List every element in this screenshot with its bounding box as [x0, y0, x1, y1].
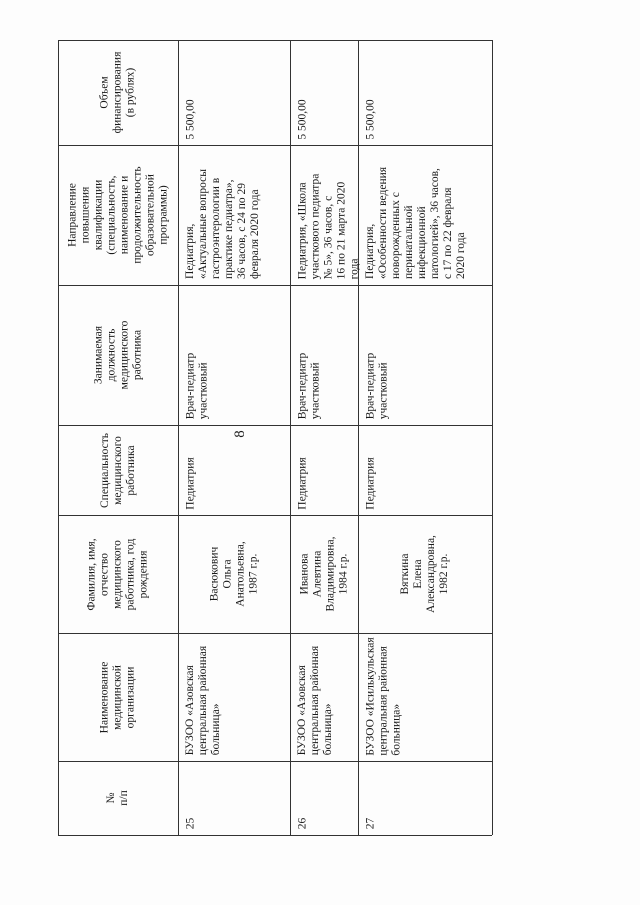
cell-line: № [104, 792, 117, 804]
cell-line: Педиатрия [364, 456, 377, 510]
cell-line: отчество [98, 552, 111, 596]
page-number: 8 [232, 430, 248, 438]
cell-line: Анатольевна, [234, 541, 247, 607]
position-cell [178, 285, 290, 425]
cell-line: (специальность, [105, 175, 118, 255]
cell-line: Занимаемая [91, 325, 104, 385]
cell-line: работника [124, 444, 137, 496]
cell-line: № 5», 36 часов, с [321, 195, 334, 279]
cell-line: с 17 по 22 февраля [442, 187, 455, 280]
cell-line: организации [124, 666, 137, 728]
cell-line: БУЗОО «Азовская [184, 665, 197, 756]
cell-line: практике педиатра», [222, 179, 235, 279]
cell-line: медицинского [111, 539, 124, 609]
cell-line: центральная районная [309, 645, 322, 756]
header-name [58, 515, 178, 633]
cell-line: Специальность [98, 432, 111, 508]
row-number-cell [290, 761, 358, 835]
table-rule-horizontal [58, 835, 492, 836]
cell-line: БУЗОО «Азовская [296, 665, 309, 756]
cell-line: года [347, 258, 360, 279]
cell-line: 5 500,00 [184, 98, 197, 140]
cell-line: Педиатрия, «Школа [295, 181, 308, 279]
header-training [58, 145, 178, 285]
cell-line: 27 [363, 817, 376, 829]
funding-cell [290, 40, 358, 145]
organization-cell [178, 633, 290, 761]
header-org [58, 633, 178, 761]
cell-line: Александровна, [424, 535, 437, 613]
specialty-cell [358, 425, 492, 515]
cell-line: наименование и [118, 175, 131, 255]
header-specialty [58, 425, 178, 515]
cell-line: 25 [183, 817, 196, 829]
cell-line: Фамилия, имя, [85, 537, 98, 611]
position-cell [290, 285, 358, 425]
cell-line: финансирования [111, 51, 124, 134]
cell-line: БУЗОО «Исилькульская [364, 636, 377, 756]
cell-line: Педиатрия [184, 456, 197, 510]
cell-line: Вяткина [398, 553, 411, 595]
cell-line: «Особенности ведения [377, 166, 390, 280]
cell-line: Объем [98, 76, 111, 109]
cell-line: «Актуальные вопросы [196, 169, 209, 279]
cell-line: 16 по 21 марта 2020 [334, 181, 347, 279]
cell-line: Педиатрия [296, 456, 309, 510]
cell-line: центральная районная [377, 645, 390, 756]
employee-name-cell [358, 515, 492, 633]
row-number-cell [358, 761, 492, 835]
cell-line: квалификации [92, 179, 105, 251]
header-funding [58, 40, 178, 145]
cell-line: Наименование [98, 661, 111, 733]
cell-line: должность [104, 328, 117, 382]
funding-cell [358, 40, 492, 145]
cell-line: гастроэнтерологии в [209, 177, 222, 279]
cell-line: п/п [117, 790, 130, 806]
cell-line: новорожденных с [390, 192, 403, 280]
cell-line: участковый [196, 361, 209, 419]
specialty-cell [178, 425, 290, 515]
cell-line: больница» [210, 703, 223, 756]
cell-line: Врач-педиатр [363, 352, 376, 419]
cell-line: Врач-педиатр [295, 352, 308, 419]
cell-line: медицинской [111, 664, 124, 730]
cell-line: Владимировна, [324, 536, 337, 612]
cell-line: 5 500,00 [364, 98, 377, 140]
position-cell [358, 285, 492, 425]
cell-line: перинатальной [403, 205, 416, 280]
cell-line: медицинского [117, 320, 130, 390]
cell-line: 1984 г.р. [337, 553, 350, 595]
cell-line: 1987 г.р. [247, 553, 260, 595]
cell-line: больница» [390, 703, 403, 756]
row-number-cell [178, 761, 290, 835]
header-num [58, 761, 178, 835]
cell-line: участковый [376, 361, 389, 419]
training-cell [358, 145, 492, 285]
training-cell [290, 145, 358, 285]
cell-line: работника [130, 329, 143, 381]
employee-name-cell [290, 515, 358, 633]
cell-line: медицинского [111, 435, 124, 505]
cell-line: центральная районная [197, 645, 210, 756]
organization-cell [290, 633, 358, 761]
cell-line: участкового педиатра [308, 173, 321, 279]
specialty-cell [290, 425, 358, 515]
cell-line: рождения [137, 550, 150, 598]
cell-line: участковый [308, 361, 321, 419]
cell-line: Педиатрия, [183, 223, 196, 279]
cell-line: образовательной [144, 174, 157, 256]
funding-cell [178, 40, 290, 145]
cell-line: 26 [295, 817, 308, 829]
cell-line: Педиатрия, [364, 223, 377, 280]
header-position [58, 285, 178, 425]
cell-line: 2020 года [455, 232, 468, 280]
cell-line: 5 500,00 [296, 98, 309, 140]
cell-line: февраля 2020 года [248, 189, 261, 279]
cell-line: Елена [411, 559, 424, 589]
cell-line: 1982 г.р. [437, 553, 450, 595]
cell-line: программы) [157, 185, 170, 245]
cell-line: Алевтина [311, 550, 324, 598]
cell-line: патологией», 36 часов, [429, 168, 442, 280]
cell-line: Ольга [221, 559, 234, 589]
cell-line: продолжительность [131, 166, 144, 264]
cell-line: инфекционной [416, 206, 429, 280]
cell-line: Васюкович [208, 546, 221, 602]
training-cell [178, 145, 290, 285]
organization-cell [358, 633, 492, 761]
cell-line: больница» [322, 703, 335, 756]
cell-line: Иванова [298, 553, 311, 595]
cell-line: повышения [79, 186, 92, 244]
cell-line: Направление [66, 183, 79, 247]
table-rule-vertical [492, 40, 493, 835]
cell-line: Врач-педиатр [183, 352, 196, 419]
cell-line: (в рублях) [124, 67, 137, 118]
cell-line: 36 часов, с 24 по 29 [235, 183, 248, 279]
employee-name-cell [178, 515, 290, 633]
cell-line: работника, год [124, 538, 137, 610]
